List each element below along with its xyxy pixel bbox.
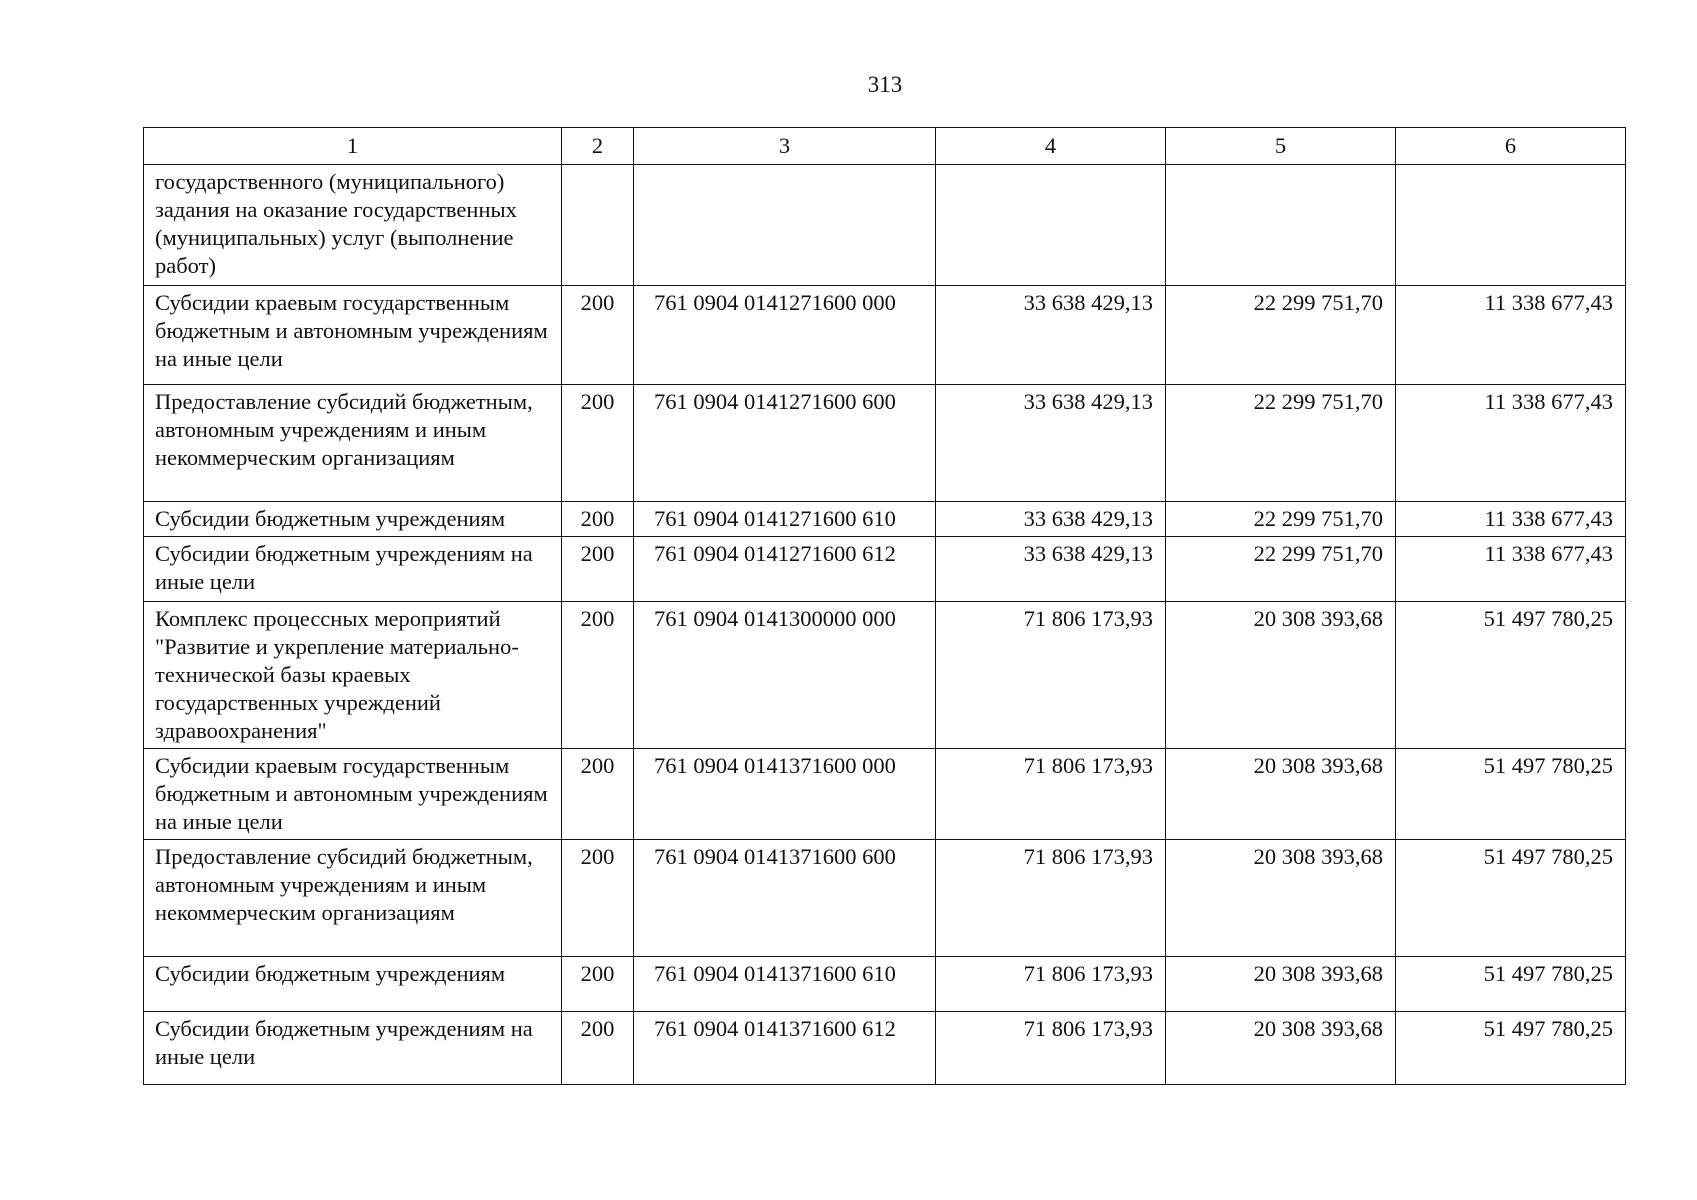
row-executed-cell: 20 308 393,68: [1166, 957, 1396, 1012]
row-name-cell: Субсидии бюджетным учреждениям на иные цели: [144, 537, 562, 602]
column-header-2: 2: [562, 128, 634, 165]
row-name-cell: Комплекс процессных мероприятий "Развитие и укрепление материально-технической базы краевых государственных учреждений здравоохранения": [144, 602, 562, 749]
row-name-cell: Субсидии краевым государственным бюджетным и автономным учреждениям на иные цели: [144, 749, 562, 840]
table-row: [144, 286, 1626, 385]
row-kbk-cell: 761 0904 0141271600 610: [634, 502, 936, 537]
row-approved-cell: 33 638 429,13: [936, 537, 1166, 602]
table-row: [144, 537, 1626, 602]
table-row: [144, 957, 1626, 1012]
row-name-cell: Субсидии бюджетным учреждениям: [144, 502, 562, 537]
row-kbk-cell: 761 0904 0141271600 000: [634, 286, 936, 385]
table-row: [144, 165, 1626, 286]
row-approved-cell: 33 638 429,13: [936, 385, 1166, 502]
row-remaining-cell: 11 338 677,43: [1396, 385, 1626, 502]
row-code-cell: 200: [562, 537, 634, 602]
row-kbk-cell: 761 0904 0141371600 600: [634, 840, 936, 957]
row-approved-cell: 71 806 173,93: [936, 840, 1166, 957]
row-code-cell: 200: [562, 749, 634, 840]
row-executed-cell: 22 299 751,70: [1166, 286, 1396, 385]
row-executed-cell: 22 299 751,70: [1166, 537, 1396, 602]
row-kbk-cell: 761 0904 0141371600 612: [634, 1012, 936, 1085]
row-name-cell: Предоставление субсидий бюджетным, автономным учреждениям и иным некоммерческим организациям: [144, 840, 562, 957]
column-header-4: 4: [936, 128, 1166, 165]
budget-table: [143, 127, 1626, 1085]
row-remaining-cell: [1396, 165, 1626, 286]
row-code-cell: 200: [562, 1012, 634, 1085]
row-kbk-cell: 761 0904 0141300000 000: [634, 602, 936, 749]
row-code-cell: 200: [562, 502, 634, 537]
row-executed-cell: 20 308 393,68: [1166, 840, 1396, 957]
column-header-1: 1: [144, 128, 562, 165]
table-row: [144, 840, 1626, 957]
row-kbk-cell: 761 0904 0141371600 000: [634, 749, 936, 840]
row-name-cell: Субсидии бюджетным учреждениям на иные цели: [144, 1012, 562, 1085]
row-kbk-cell: [634, 165, 936, 286]
row-remaining-cell: 11 338 677,43: [1396, 502, 1626, 537]
row-remaining-cell: 51 497 780,25: [1396, 1012, 1626, 1085]
table-header-row: [144, 128, 1626, 165]
row-code-cell: 200: [562, 385, 634, 502]
row-name-cell: государственного (муниципального) задания на оказание государственных (муниципальных) услуг (выполнение работ): [144, 165, 562, 286]
row-approved-cell: 71 806 173,93: [936, 1012, 1166, 1085]
row-executed-cell: [1166, 165, 1396, 286]
row-approved-cell: 33 638 429,13: [936, 286, 1166, 385]
row-approved-cell: 71 806 173,93: [936, 602, 1166, 749]
row-code-cell: [562, 165, 634, 286]
row-name-cell: Субсидии краевым государственным бюджетным и автономным учреждениям на иные цели: [144, 286, 562, 385]
row-executed-cell: 22 299 751,70: [1166, 385, 1396, 502]
row-code-cell: 200: [562, 957, 634, 1012]
row-name-cell: Предоставление субсидий бюджетным, автономным учреждениям и иным некоммерческим организациям: [144, 385, 562, 502]
column-header-3: 3: [634, 128, 936, 165]
row-remaining-cell: 51 497 780,25: [1396, 749, 1626, 840]
row-approved-cell: 71 806 173,93: [936, 957, 1166, 1012]
row-remaining-cell: 51 497 780,25: [1396, 957, 1626, 1012]
row-kbk-cell: 761 0904 0141371600 610: [634, 957, 936, 1012]
table-row: [144, 749, 1626, 840]
row-kbk-cell: 761 0904 0141271600 612: [634, 537, 936, 602]
row-remaining-cell: 51 497 780,25: [1396, 840, 1626, 957]
row-approved-cell: [936, 165, 1166, 286]
page-number: 313: [867, 72, 903, 97]
row-kbk-cell: 761 0904 0141271600 600: [634, 385, 936, 502]
table-row: [144, 1012, 1626, 1085]
row-code-cell: 200: [562, 840, 634, 957]
table-row: [144, 502, 1626, 537]
row-code-cell: 200: [562, 286, 634, 385]
row-code-cell: 200: [562, 602, 634, 749]
table-row: [144, 385, 1626, 502]
row-executed-cell: 20 308 393,68: [1166, 602, 1396, 749]
row-remaining-cell: 11 338 677,43: [1396, 537, 1626, 602]
table-row: [144, 602, 1626, 749]
row-approved-cell: 33 638 429,13: [936, 502, 1166, 537]
row-executed-cell: 22 299 751,70: [1166, 502, 1396, 537]
row-remaining-cell: 11 338 677,43: [1396, 286, 1626, 385]
row-approved-cell: 71 806 173,93: [936, 749, 1166, 840]
row-remaining-cell: 51 497 780,25: [1396, 602, 1626, 749]
row-executed-cell: 20 308 393,68: [1166, 1012, 1396, 1085]
column-header-6: 6: [1396, 128, 1626, 165]
row-name-cell: Субсидии бюджетным учреждениям: [144, 957, 562, 1012]
row-executed-cell: 20 308 393,68: [1166, 749, 1396, 840]
column-header-5: 5: [1166, 128, 1396, 165]
